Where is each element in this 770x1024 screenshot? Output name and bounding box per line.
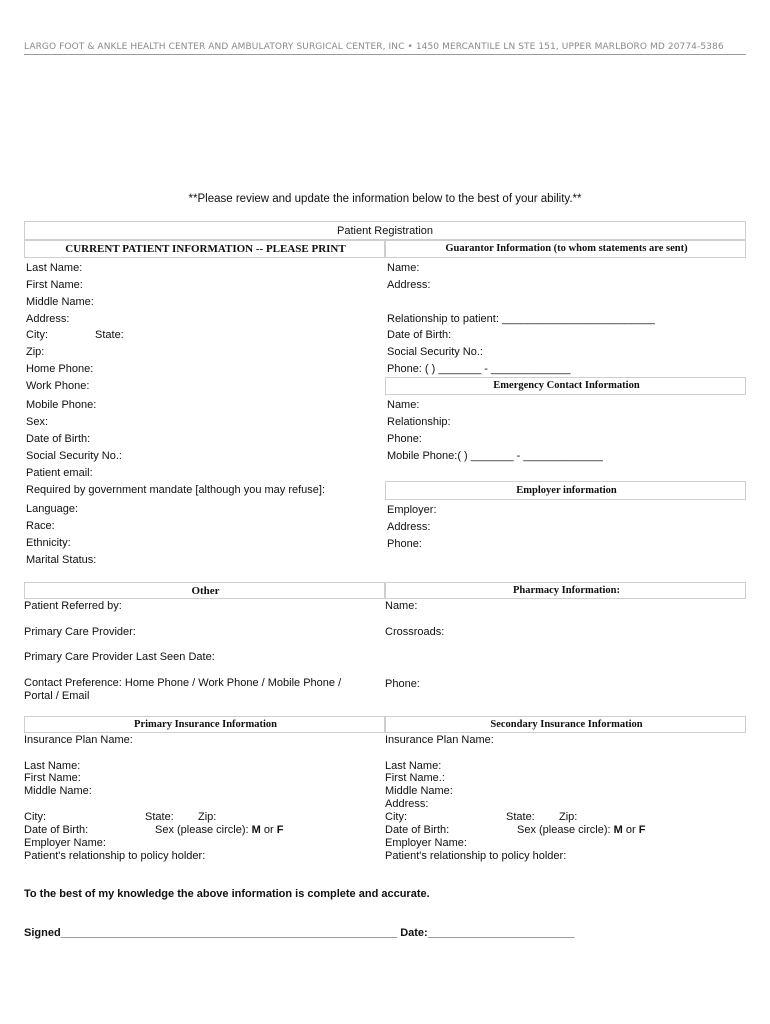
secondary-last-name-label: Last Name: [385,760,442,772]
contact-preference-label: Contact Preference: Home Phone / Work Phone / Mobile Phone / [24,677,342,689]
secondary-insurance-box [385,716,746,733]
guarantor-ssn-label: Social Security No.: [387,346,483,358]
primary-employer-label: Employer Name: [24,837,106,849]
state-label: State: [95,329,124,341]
primary-insurance-heading: Primary Insurance Information [134,719,277,730]
employer-label: Employer: [387,504,437,516]
primary-dob-label: Date of Birth: [24,824,89,836]
pharmacy-phone-label: Phone: [385,678,420,690]
email-label: Patient email: [26,467,93,479]
sex-label: Sex: [26,416,49,428]
dob-label: Date of Birth: [26,433,91,445]
last-name-label: Last Name: [26,262,83,274]
secondary-zip-label: Zip: [559,811,578,823]
signature-line[interactable]: Signed_______________________________________________________ Date:________________________ [24,927,575,939]
guarantor-address-label: Address: [387,279,431,291]
secondary-address-label: Address: [385,798,429,810]
mobile-phone-label: Mobile Phone: [26,399,97,411]
secondary-plan-label: Insurance Plan Name: [385,734,494,746]
form-title: Patient Registration [337,225,433,237]
employer-address-label: Address: [387,521,431,533]
secondary-insurance-heading: Secondary Insurance Information [490,719,643,730]
secondary-sex-or: or [625,824,636,836]
emergency-heading: Emergency Contact Information [493,380,640,391]
other-heading: Other [191,585,220,597]
primary-sex-f[interactable]: F [276,824,284,836]
secondary-city-label: City: [385,811,407,823]
current-info-heading: CURRENT PATIENT INFORMATION -- PLEASE PRINT [65,243,346,255]
pcp-last-seen-label: Primary Care Provider Last Seen Date: [24,651,215,663]
referred-by-label: Patient Referred by: [24,600,122,612]
middle-name-label: Middle Name: [26,296,94,308]
primary-sex-or: or [263,824,274,836]
guarantor-dob-label: Date of Birth: [387,329,452,341]
language-label: Language: [26,503,78,515]
employer-box [385,481,746,500]
primary-city-label: City: [24,811,46,823]
form-title-box [24,221,746,240]
guarantor-name-label: Name: [387,262,420,274]
emergency-name-label: Name: [387,399,420,411]
secondary-state-label: State: [506,811,535,823]
primary-last-name-label: Last Name: [24,760,81,772]
contact-preference-label-2: Portal / Email [24,690,90,702]
primary-sex-label [155,824,283,837]
guarantor-box [385,240,746,258]
pharmacy-name-label: Name: [385,600,418,612]
secondary-sex-f[interactable]: F [638,824,646,836]
primary-first-name-label: First Name: [24,772,81,784]
address-label: Address: [26,313,70,325]
secondary-sex-label [517,824,645,837]
mandate-label: Required by government mandate [although you may refuse]: [26,484,326,496]
other-box [24,582,385,599]
primary-state-label: State: [145,811,174,823]
letterhead: LARGO FOOT & ANKLE HEALTH CENTER AND AMBULATORY SURGICAL CENTER, INC • 1450 MERCANTILE LN STE 151, UPPER MARLBORO MD 20774-5386 [24,42,746,55]
zip-label: Zip: [26,346,45,358]
ssn-label: Social Security No.: [26,450,122,462]
primary-middle-name-label: Middle Name: [24,785,92,797]
secondary-dob-label: Date of Birth: [385,824,450,836]
primary-zip-label: Zip: [198,811,217,823]
attestation-text: To the best of my knowledge the above information is complete and accurate. [24,888,430,900]
primary-relationship-label: Patient's relationship to policy holder: [24,850,206,862]
first-name-label: First Name: [26,279,83,291]
emergency-box [385,377,746,395]
primary-insurance-box [24,716,385,733]
secondary-relationship-label: Patient's relationship to policy holder: [385,850,567,862]
employer-phone-label: Phone: [387,538,422,550]
emergency-phone-label: Phone: [387,433,422,445]
pharmacy-box [385,582,746,599]
work-phone-label: Work Phone: [26,380,90,392]
emergency-mobile-label: Mobile Phone:( ) _______ - _____________ [387,450,603,462]
current-info-box [24,240,385,258]
secondary-first-name-label: First Name.: [385,772,445,784]
pcp-label: Primary Care Provider: [24,626,136,638]
crossroads-label: Crossroads: [385,626,445,638]
marital-status-label: Marital Status: [26,554,97,566]
primary-sex-m[interactable]: M [251,824,261,836]
pharmacy-heading: Pharmacy Information: [512,585,621,596]
secondary-middle-name-label: Middle Name: [385,785,453,797]
ethnicity-label: Ethnicity: [26,537,71,549]
secondary-employer-label: Employer Name: [385,837,467,849]
primary-sex-text: Sex (please circle): [155,824,249,836]
employer-heading: Employer information [516,485,617,496]
city-label: City: [26,329,48,341]
guarantor-relationship-label: Relationship to patient: _________________________ [387,313,655,325]
emergency-relationship-label: Relationship: [387,416,451,428]
intro-text: **Please review and update the information below to the best of your ability.** [188,193,582,205]
secondary-sex-m[interactable]: M [613,824,623,836]
primary-plan-label: Insurance Plan Name: [24,734,133,746]
secondary-sex-text: Sex (please circle): [517,824,611,836]
home-phone-label: Home Phone: [26,363,94,375]
guarantor-heading: Guarantor Information (to whom statements are sent) [445,243,688,254]
guarantor-phone-label: Phone: ( ) _______ - _____________ [387,363,571,375]
race-label: Race: [26,520,55,532]
